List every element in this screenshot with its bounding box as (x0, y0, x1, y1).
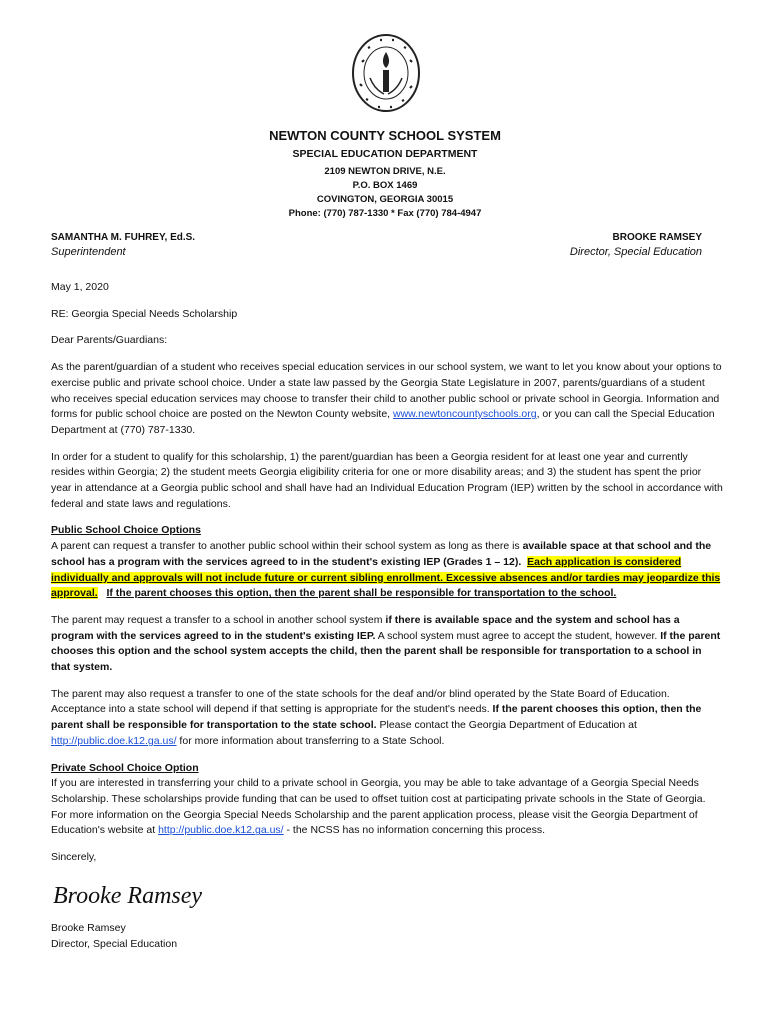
signer-title: Director, Special Education (51, 937, 178, 950)
doe-link-private[interactable]: http://public.doe.k12.ga.us/ (158, 824, 284, 837)
public-choice-text: A parent can request a transfer to another public school within their school system as long as there is (51, 540, 523, 553)
doe-link-state[interactable]: http://public.doe.k12.ga.us/ (51, 734, 177, 747)
superintendent-title: Superintendent (51, 246, 126, 258)
intro-text: As the parent/guardian of a student who receives special education services in our school system, we want to let you know about your options to exercise public and private school choice. Under a state law passed by the Georgia State Legislature in 2007, parents/guardians of a student who receives special education services may choose to transfer their child to another public school or private school in Georgia. Information and forms for public school choice are posted on the Newton County website, (51, 361, 722, 421)
director-block (570, 232, 702, 258)
state-school-bold: If the parent chooses this option, then the parent shall be responsible for transportation to the state school. (51, 703, 702, 732)
letter-salutation: Dear Parents/Guardians: (51, 334, 168, 347)
private-choice-paragraph (51, 776, 723, 839)
closing: Sincerely, (51, 851, 97, 864)
system-name: NEWTON COUNTY SCHOOL SYSTEM (269, 128, 501, 143)
intro-tail: , or you can call the Special Education Department at (770) 787-1330. (51, 408, 715, 436)
superintendent-block (51, 232, 195, 258)
director-name: BROOKE RAMSEY (612, 232, 702, 243)
public-choice-paragraph (51, 539, 723, 602)
public-choice-heading: Public School Choice Options (51, 524, 201, 537)
phone-fax: Phone: (770) 787-1330 * Fax (770) 784-4947 (288, 208, 482, 219)
state-school-tail: for more information about transferring to a State School. (176, 734, 445, 747)
other-system-bold: if there is available space and the system and school has a program with the services agreed to in the student's existing IEP. (51, 613, 680, 642)
letter-date: May 1, 2020 (51, 281, 109, 293)
private-choice-tail: - the NCSS has no information concerning this process. (283, 824, 546, 837)
department-name: SPECIAL EDUCATION DEPARTMENT (292, 148, 478, 160)
private-choice-text: If you are interested in transferring your child to a private school in Georgia, you may be able to take advantage of a Georgia Special Needs Scholarship. These scholarships provide funding that can be used to offset tuition cost at participating private schools in the State of Georgia. For more information on the Georgia Special Needs Scholarship and the parent application process, please visit the Georgia Department of Education's website at (51, 777, 706, 837)
signer-name: Brooke Ramsey (51, 921, 126, 934)
county-seal-logo (350, 32, 422, 114)
address-po-box: P.O. BOX 1469 (352, 180, 418, 191)
state-school-text: The parent may also request a transfer to one of the state schools for the deaf and/or blind operated by the State Board of Education. Acceptance into a state school will depend if that setting is appropriate for the student's needs. (51, 687, 670, 716)
address-city: COVINGTON, GEORGIA 30015 (316, 194, 454, 205)
other-system-mid: A school system must agree to accept the student, however. (375, 629, 661, 642)
other-system-paragraph (51, 613, 723, 676)
address-street: 2109 NEWTON DRIVE, N.E. (324, 166, 446, 177)
other-system-text: The parent may request a transfer to a school in another school system (51, 613, 386, 626)
private-choice-heading: Private School Choice Option (51, 761, 199, 774)
intro-paragraph (51, 360, 723, 439)
other-system-transport: If the parent chooses this option and the school system accepts the child, then the parent shall be responsible for transportation to a school in that system. (51, 629, 721, 674)
letter-body (51, 280, 723, 952)
director-title: Director, Special Education (569, 246, 702, 258)
letter-subject: RE: Georgia Special Needs Scholarship (51, 307, 238, 320)
eligibility-paragraph: In order for a student to qualify for this scholarship, 1) the parent/guardian has been a Georgia resident for at least one year and currently resides within Georgia; 2) the student meets Georgia eligibility criteria for one or more disability areas; and 3) the student has spent the prior year in attendance at a Georgia public school and shall have had an Individual Education Program (IEP) written by the school in accordance with federal and state laws and regulations. (51, 450, 723, 510)
public-choice-transport: If the parent chooses this option, then the parent shall be responsible for transportation to the school. (106, 587, 617, 600)
state-school-paragraph (51, 687, 723, 750)
public-choice-highlight: Each application is considered individually and approvals will not include future or current sibling enrollment. Excessive absences and/or tardies may jeopardize this approval. (51, 555, 721, 600)
state-school-mid: Please contact the Georgia Department of Education at (376, 719, 637, 732)
svg-text:Brooke Ramsey: Brooke Ramsey (53, 882, 203, 909)
public-choice-bold: available space at that school and the school has a program with the services agreed to in the student's existing IEP (Grades 1 – 12). (51, 540, 712, 568)
signature-image (51, 877, 723, 913)
superintendent-name: SAMANTHA M. FUHREY, Ed.S. (51, 232, 196, 243)
district-website-link[interactable]: www.newtoncountyschools.org (393, 408, 537, 421)
